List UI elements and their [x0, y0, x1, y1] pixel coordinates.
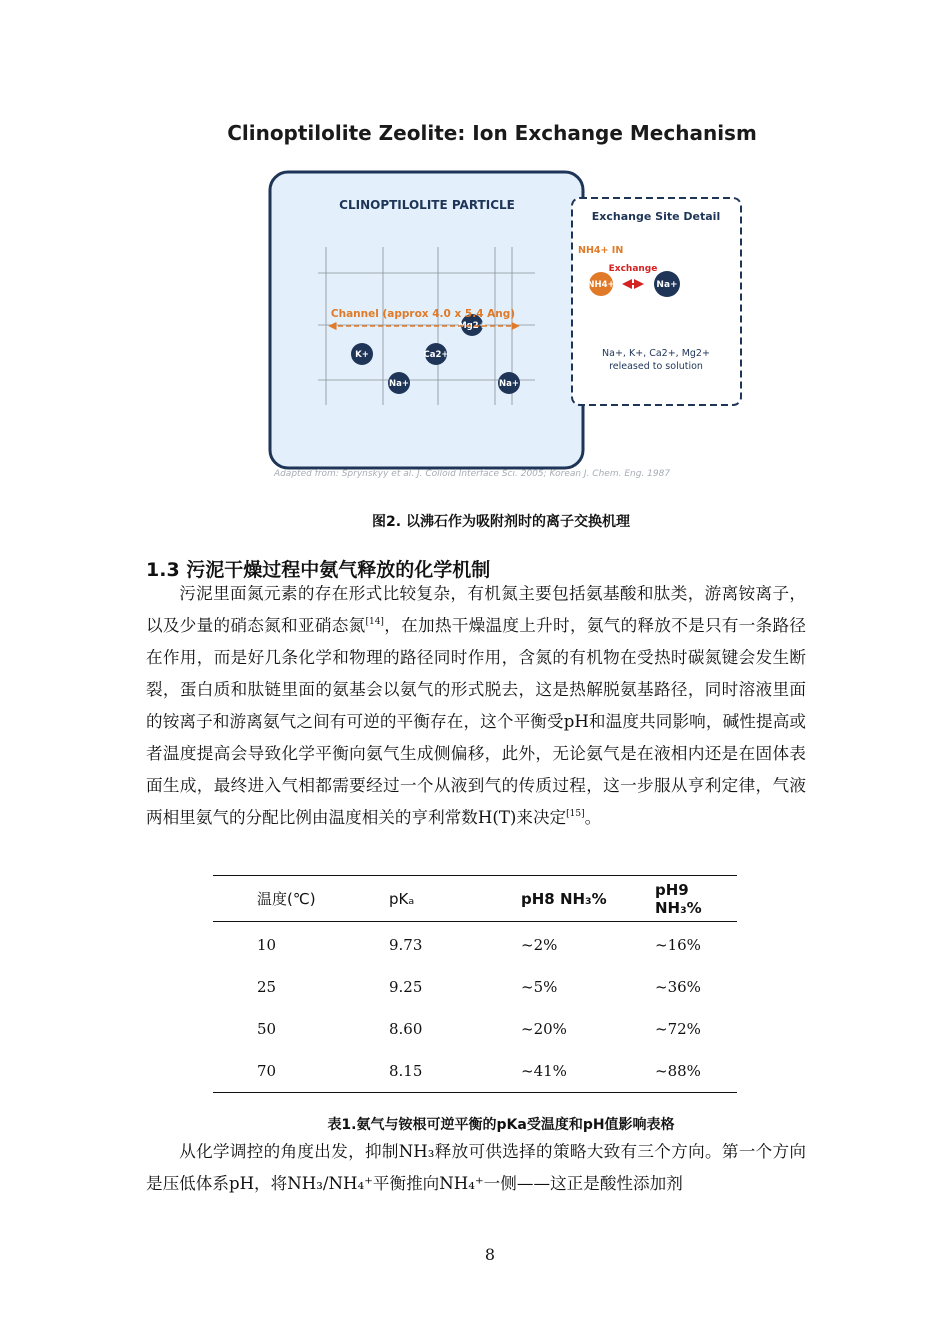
ion-ca-label: Ca2+ [423, 350, 449, 360]
ion-na-2-label: Na+ [499, 379, 519, 389]
section-number: 1.3 [146, 559, 180, 581]
figure-source: Adapted from: Sprynskyy et al. J. Colloid Interface Sci. 2005; Korean J. Chem. Eng. 1987 [273, 469, 671, 479]
table-cell: ~88% [655, 1062, 701, 1080]
section-title: 污泥干燥过程中氨气释放的化学机制 [186, 559, 491, 581]
released-line-2: released to solution [609, 361, 703, 372]
table-cell: 50 [257, 1020, 277, 1038]
table-cell: 9.25 [389, 978, 423, 996]
table-cell: 70 [257, 1062, 277, 1080]
table-row [213, 1050, 737, 1093]
exchange-detail-box [572, 198, 741, 405]
table-cell: ~41% [521, 1062, 567, 1080]
table-header-pka: pKₐ [389, 889, 415, 908]
table-row [213, 966, 737, 1008]
paragraph-2: 从化学调控的角度出发，抑制NH₃释放可供选择的策略大致有三个方向。第一个方向是压低体系pH，将NH₃/NH₄⁺平衡推向NH₄⁺一侧——这正是酸性添加剂 [146, 1142, 806, 1193]
table-row [213, 1008, 737, 1050]
paragraph-1-part-1: 污泥里面氮元素的存在形式比较复杂，有机氮主要包括氨基酸和肽类，游离铵离子，以及少量的硝态氮和亚硝态氮 [146, 584, 806, 635]
pka-table [213, 875, 737, 1093]
table-cell: ~5% [521, 978, 558, 996]
ion-na-1-label: Na+ [389, 379, 409, 389]
table-row [213, 922, 737, 967]
table-header-ph8: pH8 NH₃% [521, 889, 607, 908]
paragraph-1-part-3: 。 [584, 808, 602, 827]
figure-title: Clinoptilolite Zeolite: Ion Exchange Mechanism [227, 121, 757, 145]
table-cell: ~16% [655, 936, 701, 954]
paragraph-1-part-2: ，在加热干燥温度上升时，氨气的释放不是只有一条路径在作用，而是好几条化学和物理的路径同时作用，含氮的有机物在受热时碳氮键会发生断裂，蛋白质和肽链里面的氨基会以氨气的形式脱去，这是热解脱氨基路径，同时溶液里面的铵离子和游离氨气之间有可逆的平衡存在，这个平衡受pH和温度共同影响，碱性提高或者温度提高会导致化学平衡向氨气生成侧偏移，此外，无论氨气是在液相内还是在固体表面生成，最终进入气相都需要经过一个从液到气的传质过程，这一步服从亨利定律，气液两相里氨气的分配比例由温度相关的亨利常数H(T)来决定 [146, 616, 807, 827]
table-caption: 表1.氨气与铵根可逆平衡的pKa受温度和pH值影响表格 [327, 1117, 675, 1133]
table-header-temp: 温度(℃) [257, 890, 316, 908]
exchange-detail-title: Exchange Site Detail [591, 210, 721, 223]
ion-exchange-diagram [240, 165, 760, 485]
paragraph-1 [146, 578, 806, 834]
exchange-label: Exchange [608, 264, 658, 274]
table-cell: 8.15 [389, 1062, 423, 1080]
table-cell: ~36% [655, 978, 701, 996]
table-header-ph9: pH9 NH₃% [655, 880, 702, 917]
table-cell: 10 [257, 936, 277, 954]
particle-label: CLINOPTILOLITE PARTICLE [339, 198, 515, 212]
nh4-in-label: NH4+ IN [578, 245, 624, 256]
table-header-row [213, 876, 737, 922]
table-cell: 25 [257, 978, 277, 996]
table-cell: 8.60 [389, 1020, 423, 1038]
citation-14[interactable]: [14] [365, 617, 384, 627]
table-cell: ~2% [521, 936, 558, 954]
channel-label: Channel (approx 4.0 x 5.4 Ang) [330, 308, 516, 320]
na-ion-detail-label: Na+ [656, 280, 678, 290]
table-cell: 9.73 [389, 936, 423, 954]
table-cell: ~72% [655, 1020, 701, 1038]
page-number: 8 [484, 1245, 496, 1264]
ion-k-label: K+ [355, 350, 369, 360]
ion-mg-label: Mg2+ [458, 321, 486, 331]
nh4-ion-label: NH4+ [587, 280, 615, 290]
citation-15[interactable]: [15] [566, 809, 585, 819]
particle-box [270, 172, 583, 468]
released-line-1: Na+, K+, Ca2+, Mg2+ [602, 348, 710, 359]
figure-caption: 图2. 以沸石作为吸附剂时的离子交换机理 [372, 514, 630, 530]
table-cell: ~20% [521, 1020, 567, 1038]
